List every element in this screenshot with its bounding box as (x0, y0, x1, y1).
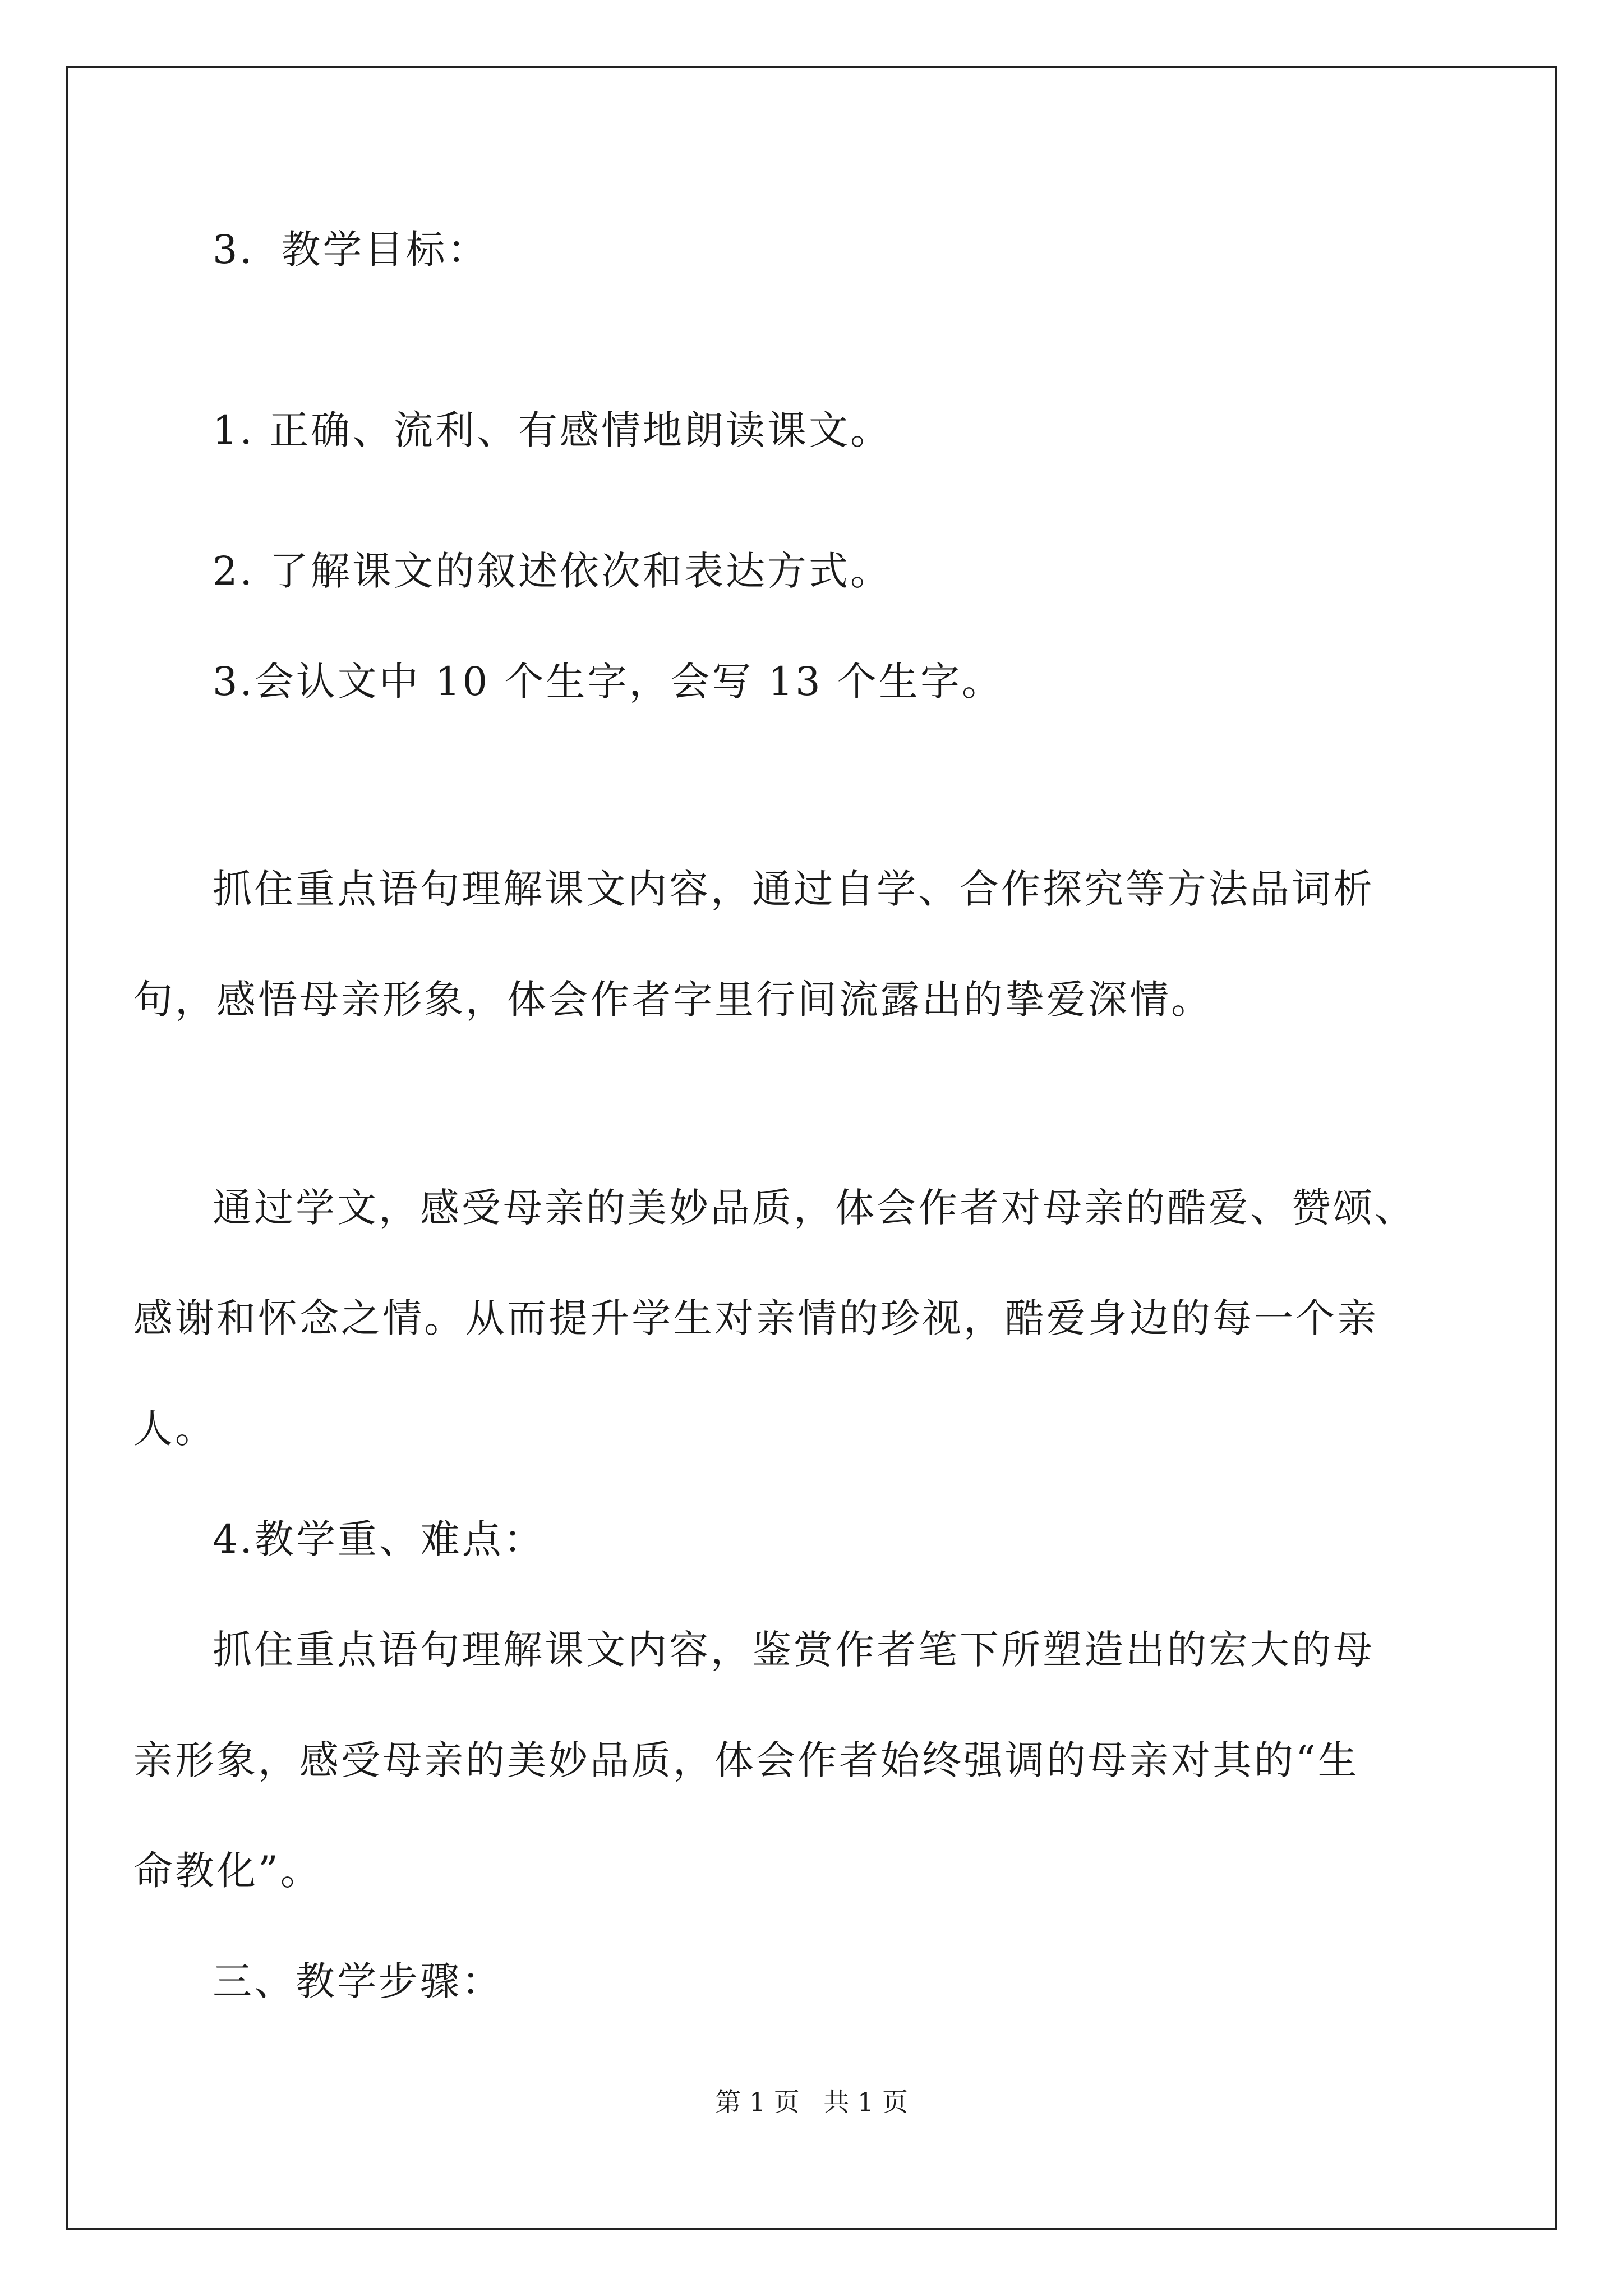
paragraph-1-line-1: 抓住重点语句理解课文内容，通过自学、合作探究等方法品词析 (213, 866, 1375, 912)
page-footer (0, 2085, 1623, 2119)
paragraph-1-line-2: 句，感悟母亲形象，体会作者字里行间流露出的挚爱深情。 (133, 977, 1212, 1023)
paragraph-3-line-1: 抓住重点语句理解课文内容，鉴赏作者笔下所塑造出的宏大的母 (213, 1627, 1375, 1673)
paragraph-3-line-3: 命教化”。 (133, 1848, 322, 1894)
page-border (66, 66, 1557, 2230)
paragraph-2-line-3: 人。 (133, 1406, 216, 1452)
heading-teaching-goals: 3．教学目标： (213, 227, 489, 273)
heading-key-points: 4.教学重、难点： (213, 1516, 545, 1562)
goal-item-3: 3.会认文中 10 个生字，会写 13 个生字。 (213, 659, 1003, 705)
paragraph-2-line-2: 感谢和怀念之情。从而提升学生对亲情的珍视，酷爱身边的每一个亲 (133, 1295, 1378, 1341)
page-number-current: 第 1 页 (715, 2087, 800, 2117)
heading-teaching-steps: 三、教学步骤： (213, 1958, 503, 2004)
page-number-total: 共 1 页 (823, 2087, 908, 2117)
goal-item-1: 1. 正确、流利、有感情地朗读课文。 (213, 407, 892, 453)
goal-item-2: 2. 了解课文的叙述依次和表达方式。 (213, 548, 892, 594)
paragraph-3-line-2: 亲形象，感受母亲的美妙品质，体会作者始终强调的母亲对其的“生 (133, 1737, 1359, 1783)
paragraph-2-line-1: 通过学文，感受母亲的美妙品质，体会作者对母亲的酷爱、赞颂、 (213, 1185, 1416, 1231)
